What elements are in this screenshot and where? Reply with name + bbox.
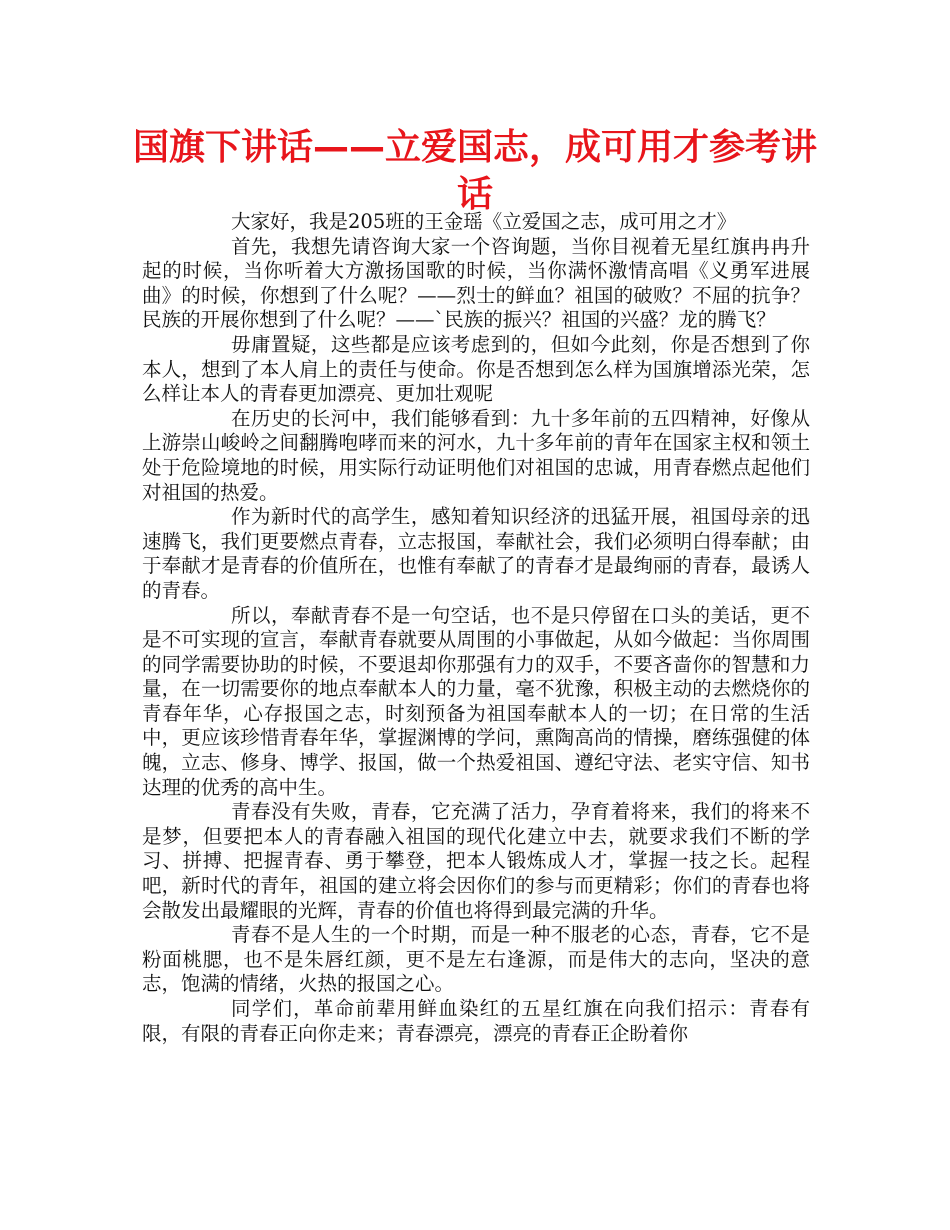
paragraph-classmates: 同学们，革命前辈用鲜血染红的五星红旗在向我们招示：青春有限，有限的青春正向你走来；青春漂亮，漂亮的青春正企盼着你: [142, 997, 810, 1045]
paragraph-question: 首先，我想先请咨询大家一个咨询题，当你目视着无星红旗冉冉升起的时候，当你听着大方激扬国歌的时候，当你满怀激情高唱《义勇军进展曲》的时候，你想到了什么呢？——烈士的鲜血？祖国的破败？不屈的抗争？民族的开展你想到了什么呢？——`民族的振兴？祖国的兴盛？龙的腾飞？: [142, 234, 810, 332]
document-title: 国旗下讲话——立爱国志，成可用才参考讲话: [132, 127, 817, 215]
paragraph-youth-mindset: 青春不是人生的一个时期，而是一种不服老的心态，青春，它不是粉面桃腮，也不是朱唇红颜，更不是左右逢源，而是伟大的志向，坚决的意志，饱满的情绪，火热的报国之心。: [142, 923, 810, 996]
document-body: [142, 210, 810, 1046]
paragraph-new-era: 作为新时代的高学生，感知着知识经济的迅猛开展，祖国母亲的迅速腾飞，我们更要燃点青春，立志报国，奉献社会，我们必须明白得奉献；由于奉献才是青春的价值所在，也惟有奉献了的青春才是最绚丽的青春，最诱人的青春。: [142, 505, 810, 602]
paragraph-greeting: 大家好，我是205班的王金瑶《立爱国之志，成可用之才》: [231, 210, 737, 233]
paragraph-dedication: 所以，奉献青春不是一句空话，也不是只停留在口头的美话，更不是不可实现的宣言，奉献青春就要从周围的小事做起，从如今做起：当你周围的同学需要协助的时候，不要退却你那强有力的双手，不要吝啬你的智慧和力量，在一切需要你的地点奉献本人的力量，毫不犹豫，积极主动的去燃烧你的青春年华，心存报国之志，时刻预备为祖国奉献本人的一切；在日常的生活中，更应该珍惜青春年华，掌握渊博的学问，熏陶高尚的情操，磨练强健的体魄，立志、修身、博学、报国，做一个热爱祖国、遵纪守法、老实守信、知书达理的优秀的高中生。: [142, 603, 810, 799]
paragraph-history: 在历史的长河中，我们能够看到：九十多年前的五四精神，好像从上游崇山峻岭之间翻腾咆哮而来的河水，九十多年前的青年在国家主权和领土处于危险境地的时候，用实际行动证明他们对祖国的忠诚，用青春燃点起他们对祖国的热爱。: [142, 406, 810, 504]
paragraph-youth-no-failure: 青春没有失败，青春，它充满了活力，孕育着将来，我们的将来不是梦，但要把本人的青春融入祖国的现代化建立中去，就要求我们不断的学习、拼搏、把握青春、勇于攀登，把本人锻炼成人才，掌握一技之长。起程吧，新时代的青年，祖国的建立将会因你们的参与而更精彩；你们的青春也将会散发出最耀眼的光辉，青春的价值也将得到最完满的升华。: [142, 800, 810, 922]
paragraph-responsibility: 毋庸置疑，这些都是应该考虑到的，但如今此刻，你是否想到了你本人，想到了本人肩上的责任与使命。你是否想到怎么样为国旗增添光荣，怎么样让本人的青春更加漂亮、更加壮观呢: [142, 332, 810, 406]
